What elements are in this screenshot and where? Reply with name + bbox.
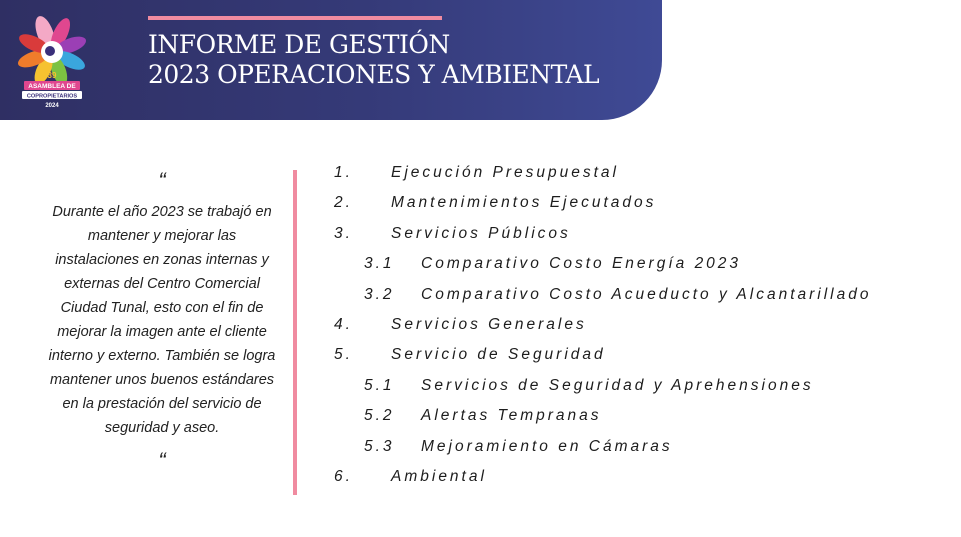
toc-item-label: Servicios Generales	[391, 315, 587, 333]
toc-item-label: Mantenimientos Ejecutados	[391, 194, 657, 212]
toc-item-label: Ambiental	[391, 467, 487, 485]
toc-item-label: Comparativo Costo Acueducto y Alcantarillado	[421, 285, 872, 303]
toc-item-number: 1.	[334, 164, 353, 181]
toc-item-label: Servicios de Seguridad y Aprehensiones	[421, 376, 814, 394]
toc-item-label: Ejecución Presupuestal	[391, 164, 619, 181]
toc-item-label: Servicios Públicos	[391, 224, 571, 242]
toc-item-label: Comparativo Costo Energía 2023	[421, 255, 742, 273]
quote-block	[44, 170, 280, 472]
toc-item-number: 3.	[334, 224, 353, 242]
toc-item-number: 3.2	[364, 285, 395, 303]
vertical-divider	[293, 170, 297, 495]
quote-text: Durante el año 2023 se trabajó en mantener y mejorar las instalaciones en zonas internas y externas del Centro Comercial Ciudad Tunal, esto con el fin de mejorar la imagen ante el cliente interno y externo. También se logra mantener unos buenos estándares en la prestación del servicio de seguridad y aseo.	[48, 204, 276, 436]
toc-item-label: Mejoramiento en Cámaras	[421, 437, 673, 455]
page-title	[148, 30, 599, 90]
logo-line2: COPROPIETARIOS	[26, 93, 78, 100]
toc-item-number: 5.1	[364, 376, 395, 394]
page-title-line1: INFORME DE GESTIÓN	[148, 30, 450, 59]
open-quote-mark: “	[158, 168, 166, 193]
logo-number: 39	[47, 71, 57, 80]
close-quote-mark: “	[158, 448, 166, 473]
toc-item-number: 6.	[334, 467, 353, 485]
toc-item-number: 5.2	[364, 407, 395, 425]
logo-line1: ASAMBLEA DE	[28, 83, 76, 90]
toc-item-number: 5.3	[364, 437, 395, 455]
toc-item-label: Servicio de Seguridad	[391, 346, 606, 364]
header-accent-line	[148, 16, 442, 20]
asamblea-flower-logo-icon	[14, 14, 90, 112]
toc-item-number: 4.	[334, 315, 353, 333]
logo-year: 2024	[45, 103, 59, 109]
toc-item-number: 3.1	[364, 255, 395, 273]
toc-item-number: 2.	[334, 194, 353, 212]
toc-item-label: Alertas Tempranas	[421, 407, 602, 425]
toc-item-number: 5.	[334, 346, 353, 364]
page-title-line2: 2023 OPERACIONES Y AMBIENTAL	[148, 60, 600, 89]
